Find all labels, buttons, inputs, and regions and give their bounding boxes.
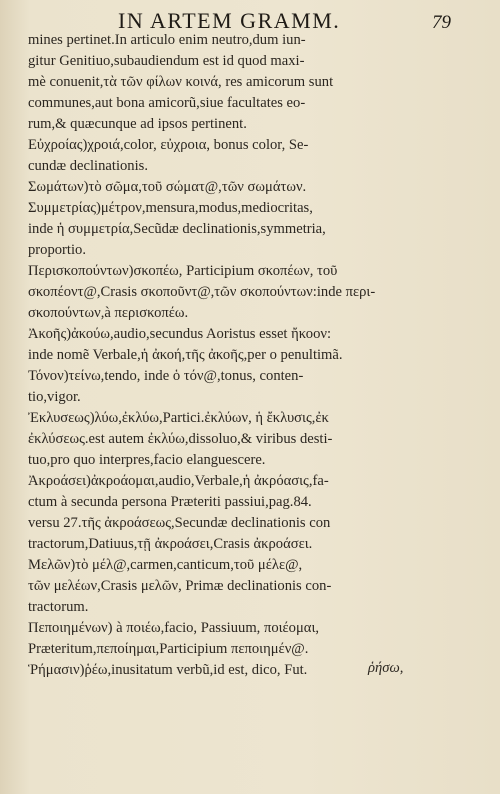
text-line: cundæ declinationis. (28, 158, 148, 174)
text-line: communes,aut bona amicorũ,siue facultates eo- (28, 95, 306, 111)
text-line: tio,vigor. (28, 389, 81, 405)
text-line: rum,& quæcunque ad ipsos pertinent. (28, 116, 247, 132)
catchword: ῥήσω, (368, 660, 404, 676)
text-line: versu 27.τῆς ἀκροάσεως,Secundæ declinationis con (28, 515, 331, 531)
text-line: Εὐχροίας)χροιά,color, εὐχροια, bonus color, Se- (28, 137, 309, 153)
text-line: proportio. (28, 242, 86, 258)
text-line: tractorum,Datiuus,τῇ ἀκροάσει,Crasis ἀκροάσει. (28, 536, 313, 552)
text-line: ἐκλύσεως.est autem ἐκλύω,dissoluo,& viribus desti- (28, 431, 333, 447)
text-line: inde nomẽ Verbale,ἡ ἀκοή,τῆς ἀκοῆς,per o penultimã. (28, 347, 343, 363)
text-line: Μελῶν)τὸ μέλ@,carmen,canticum,τοῦ μέλε@, (28, 557, 303, 573)
text-line: tuo,pro quo interpres,facio elanguescere. (28, 452, 266, 468)
text-line: mines pertinet.In articulo enim neutro,dum iun- (28, 32, 306, 48)
text-line: Ἀκροάσει)ἀκροάομαι,audio,Verbale,ἡ ἀκρόασις,fa- (28, 473, 329, 489)
text-line: ctum à secunda persona Præteriti passiui,pag.84. (28, 494, 312, 510)
text-line: gitur Genitiuo,subaudiendum est id quod maxi- (28, 53, 305, 69)
text-line: tractorum. (28, 599, 89, 615)
text-line: Ἐκλυσεως)λύω,ἐκλύω,Partici.ἐκλύων, ἡ ἔκλυσις,ἐκ (28, 410, 329, 426)
text-line: Ἀκοῆς)ἀκούω,audio,secundus Aoristus esset ἤκοον: (28, 326, 332, 342)
text-line: inde ἡ συμμετρία,Secũdæ declinationis,symmetria, (28, 221, 326, 237)
text-line: mè conuenit,τὰ τῶν φίλων κοινά, res amicorum sunt (28, 74, 334, 90)
text-line: τῶν μελέων,Crasis μελῶν, Primæ declinationis con- (28, 578, 332, 594)
text-line: Πεποιημένων) à ποιέω,facio, Passiuum, ποιέομαι, (28, 620, 320, 636)
text-line: Τόνον)τείνω,tendo, inde ὁ τόν@,tonus, conten- (28, 368, 304, 384)
running-head: IN ARTEM GRAMM. (118, 8, 341, 33)
text-line: Συμμετρίας)μέτρον,mensura,modus,mediocritas, (28, 200, 313, 216)
text-line: Περισκοπούντων)σκοπέω, Participium σκοπέων, τοῦ (28, 263, 338, 279)
text-line: σκοπούντων,à περισκοπέω. (28, 305, 189, 321)
text-line: σκοπέοντ@,Crasis σκοποῦντ@,τῶν σκοπούντων:inde περι- (28, 284, 376, 300)
text-line: Ῥήμασιν)ῥέω,inusitatum verbũ,id est, dico, Fut. (28, 662, 308, 678)
text-line: Præteritum,πεποίημαι,Participium πεποιημέν@. (28, 641, 309, 657)
body-text (28, 30, 392, 681)
page-number: 79 (432, 12, 451, 33)
text-line: Σωμάτων)τὸ σῶμα,τοῦ σώματ@,τῶν σωμάτων. (28, 179, 307, 195)
